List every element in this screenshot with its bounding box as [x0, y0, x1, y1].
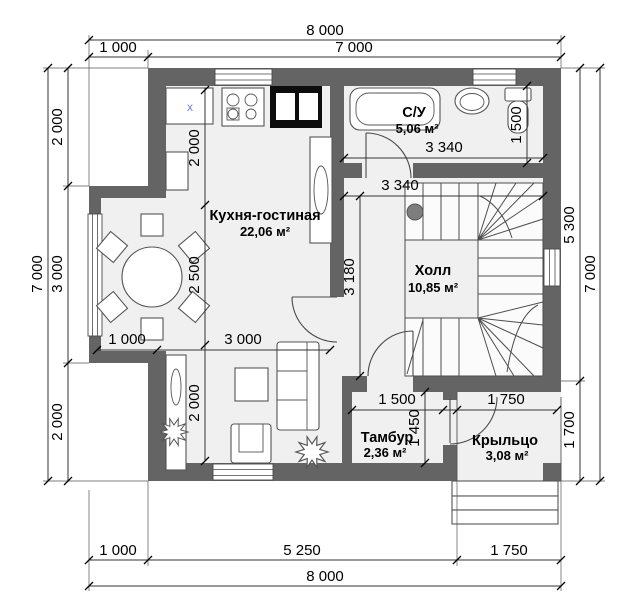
- sofa: [277, 342, 319, 430]
- stair-newel-post: [407, 204, 423, 220]
- room-kitchen-living-area: 22,06 м²: [239, 224, 291, 239]
- dim-bottom-left: 1 000: [99, 542, 137, 559]
- dim-bottom-right: 1 750: [490, 542, 528, 559]
- porch-pillar: [543, 463, 561, 481]
- window-kitchen-top: [215, 69, 272, 85]
- dim-left-middle: 3 000: [49, 255, 66, 293]
- left-wall-cabinet: [166, 152, 188, 190]
- dim-left-total: 7 000: [29, 255, 46, 293]
- armchair: [231, 424, 271, 463]
- dim-left-top: 2 000: [49, 108, 66, 146]
- dim-bathroom-depth: 1 500: [508, 106, 525, 144]
- kitchen-island-black: [270, 86, 322, 128]
- room-porch-area: 3,08 м²: [485, 448, 529, 463]
- dim-kitchen-depth: 2 000: [186, 129, 203, 167]
- dim-bottom-middle: 5 250: [283, 542, 321, 559]
- step: [452, 481, 558, 496]
- dim-hall-width: 3 340: [381, 177, 419, 194]
- dim-porch-width: 1 750: [487, 391, 525, 408]
- room-porch-name: Крыльцо: [472, 433, 538, 449]
- room-bathroom-name: С/У: [402, 105, 426, 121]
- coffee-table: [235, 368, 268, 401]
- room-vestibule-name: Тамбур: [360, 430, 414, 446]
- room-vestibule-area: 2,36 м²: [363, 445, 407, 460]
- room-kitchen-living-name: Кухня-гостиная: [209, 208, 321, 224]
- dim-right-bottom: 1 700: [561, 411, 578, 449]
- wardrobe: [310, 137, 332, 243]
- room-bathroom-area: 5,06 м²: [395, 121, 439, 136]
- dim-top-total: 8 000: [306, 22, 344, 39]
- window-bathroom-top: [473, 69, 516, 85]
- dim-living-width: 3 000: [224, 331, 262, 348]
- window-bay-left: [88, 214, 102, 336]
- room-hall-name: Холл: [414, 263, 452, 279]
- sink: [455, 88, 489, 114]
- tv-sideboard: [166, 355, 186, 470]
- dim-top-left: 1 000: [99, 39, 137, 56]
- dining-table: [122, 247, 182, 307]
- dim-right-top: 5 300: [561, 206, 578, 244]
- dim-bathroom-width: 3 340: [425, 139, 463, 156]
- dim-living-depth: 2 000: [186, 384, 203, 422]
- dim-dining-depth: 2 500: [186, 256, 203, 294]
- window-hall-right: [544, 249, 560, 286]
- window-living-bottom: [213, 464, 273, 480]
- step: [452, 510, 558, 524]
- room-hall-area: 10,85 м²: [407, 280, 459, 295]
- dim-bay-width: 1 000: [108, 331, 146, 348]
- step: [452, 496, 558, 510]
- kitchen-sink-marker: x: [187, 100, 193, 114]
- dim-bottom-total: 8 000: [306, 568, 344, 585]
- dim-vestibule-width: 1 500: [378, 391, 416, 408]
- dim-right-total: 7 000: [582, 255, 599, 293]
- chair: [141, 214, 163, 236]
- dim-vestibule-depth: 1 450: [406, 409, 423, 447]
- dim-left-bottom: 2 000: [49, 403, 66, 441]
- dim-hall-depth: 3 180: [341, 258, 358, 296]
- dim-top-right: 7 000: [335, 39, 373, 56]
